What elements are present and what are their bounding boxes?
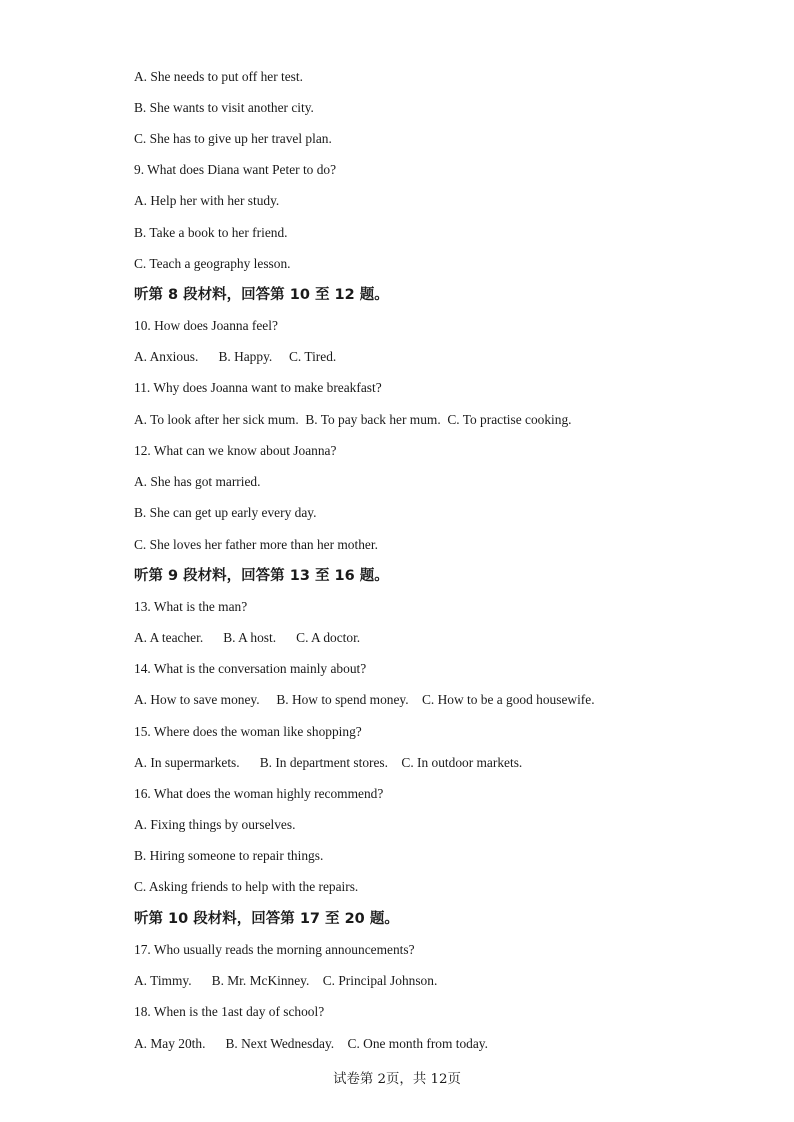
question-line: 15. Where does the woman like shopping?: [134, 724, 362, 739]
section-heading: 听第 8 段材料，回答第 10 至 12 题。: [134, 287, 389, 303]
option-line: A. She has got married.: [134, 474, 261, 489]
option-line: A. Timmy. B. Mr. McKinney. C. Principal Johnson.: [134, 973, 438, 988]
page-footer: 试卷第 2页，共 12页: [333, 1072, 461, 1087]
question-line: 11. Why does Joanna want to make breakfast?: [134, 380, 382, 395]
option-line: C. Asking friends to help with the repairs.: [134, 879, 359, 894]
question-line: 12. What can we know about Joanna?: [134, 443, 337, 458]
option-line: B. She wants to visit another city.: [134, 100, 314, 115]
question-line: 16. What does the woman highly recommend?: [134, 786, 384, 801]
option-line: A. Help her with her study.: [134, 193, 280, 208]
question-line: 13. What is the man?: [134, 599, 248, 614]
option-line: A. She needs to put off her test.: [134, 69, 303, 84]
option-line: A. A teacher. B. A host. C. A doctor.: [134, 630, 361, 645]
question-line: 9. What does Diana want Peter to do?: [134, 162, 337, 177]
question-line: 14. What is the conversation mainly about?: [134, 661, 367, 676]
option-line: C. She has to give up her travel plan.: [134, 131, 332, 146]
question-line: 17. Who usually reads the morning announcements?: [134, 942, 415, 957]
option-line: A. To look after her sick mum. B. To pay back her mum. C. To practise cooking.: [134, 412, 572, 427]
option-line: B. She can get up early every day.: [134, 505, 317, 520]
option-line: C. She loves her father more than her mother.: [134, 537, 378, 552]
option-line: B. Take a book to her friend.: [134, 225, 288, 240]
question-line: 10. How does Joanna feel?: [134, 318, 278, 333]
option-line: A. How to save money. B. How to spend money. C. How to be a good housewife.: [134, 692, 595, 707]
section-heading: 听第 9 段材料，回答第 13 至 16 题。: [134, 568, 389, 584]
option-line: A. In supermarkets. B. In department stores. C. In outdoor markets.: [134, 755, 523, 770]
option-line: A. Fixing things by ourselves.: [134, 817, 296, 832]
option-line: C. Teach a geography lesson.: [134, 256, 291, 271]
option-line: A. May 20th. B. Next Wednesday. C. One month from today.: [134, 1036, 488, 1051]
question-line: 18. When is the 1ast day of school?: [134, 1004, 325, 1019]
section-heading: 听第 10 段材料，回答第 17 至 20 题。: [134, 911, 399, 927]
option-line: A. Anxious. B. Happy. C. Tired.: [134, 349, 337, 364]
option-line: B. Hiring someone to repair things.: [134, 848, 324, 863]
